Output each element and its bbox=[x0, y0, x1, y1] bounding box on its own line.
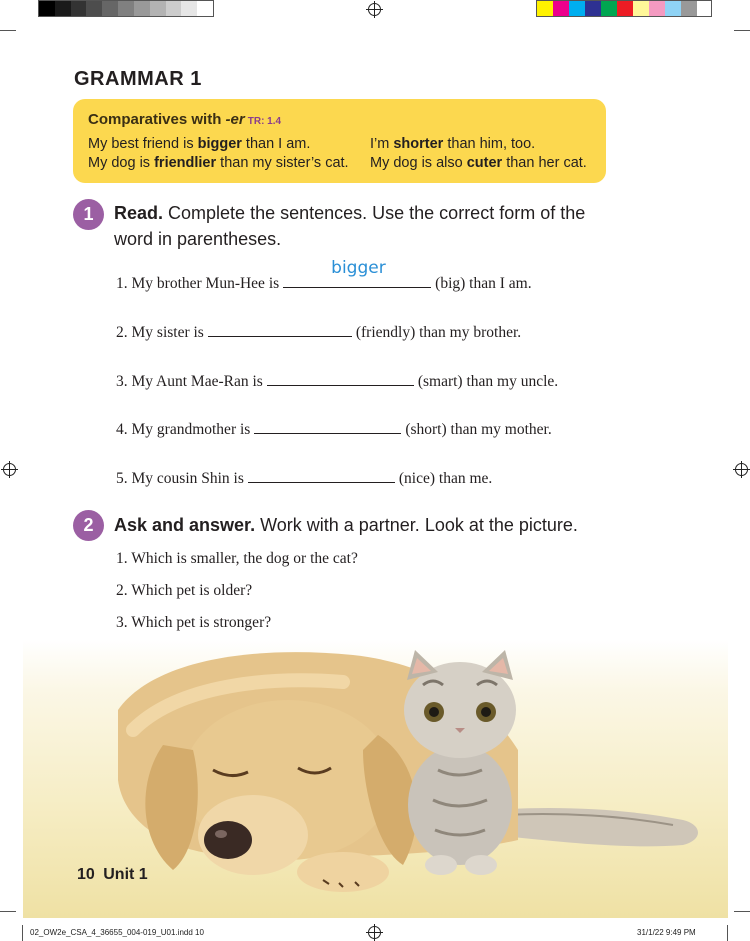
crop-mark bbox=[734, 911, 750, 912]
color-swatch bbox=[86, 1, 102, 16]
color-swatch bbox=[649, 1, 665, 16]
color-swatch bbox=[197, 1, 213, 16]
color-swatch bbox=[601, 1, 617, 16]
print-slug-date: 31/1/22 9:49 PM bbox=[637, 928, 696, 937]
grammar-example: I’m shorter than him, too. bbox=[370, 136, 536, 152]
grayscale-color-bar bbox=[38, 0, 214, 17]
activity-number-badge: 2 bbox=[73, 510, 104, 541]
answer-blank[interactable] bbox=[248, 468, 395, 483]
page-number: 10 bbox=[77, 866, 95, 883]
activity-2-instructions: Ask and answer. Work with a partner. Look at the picture. bbox=[114, 515, 578, 535]
process-color-bar bbox=[536, 0, 712, 17]
question-item: 2. Which pet is older? bbox=[116, 582, 253, 599]
activity-number-badge: 1 bbox=[73, 199, 104, 230]
grammar-example: My dog is friendlier than my sister’s cat. bbox=[88, 155, 349, 171]
print-slug-file: 02_OW2e_CSA_4_36655_004-019_U01.indd 10 bbox=[30, 928, 204, 937]
exercise-item: 1. My brother Mun-Hee is bigger (big) than I am. bbox=[116, 258, 532, 292]
exercise-item: 3. My Aunt Mae-Ran is (smart) than my uncle. bbox=[116, 373, 559, 390]
audio-track-label: TR: 1.4 bbox=[247, 116, 282, 127]
answer-blank[interactable] bbox=[208, 322, 352, 337]
registration-mark-bottom bbox=[368, 926, 381, 939]
color-swatch bbox=[39, 1, 55, 16]
color-swatch bbox=[55, 1, 71, 16]
section-title: GRAMMAR 1 bbox=[74, 68, 202, 90]
exercise-item: 2. My sister is (friendly) than my brother. bbox=[116, 324, 522, 341]
registration-mark-right bbox=[735, 463, 748, 476]
answer-blank[interactable] bbox=[254, 419, 401, 434]
color-swatch bbox=[617, 1, 633, 16]
answer-blank[interactable] bbox=[267, 371, 414, 386]
handwritten-answer: bigger bbox=[331, 258, 386, 278]
crop-mark bbox=[0, 30, 16, 31]
activity-1-instructions: Read. Complete the sentences. Use the correct form of the word in parentheses. bbox=[114, 203, 586, 249]
crop-mark bbox=[727, 925, 728, 941]
color-swatch bbox=[633, 1, 649, 16]
answer-blank[interactable] bbox=[283, 258, 431, 288]
color-swatch bbox=[134, 1, 150, 16]
question-item: 1. Which is smaller, the dog or the cat? bbox=[116, 550, 358, 567]
color-swatch bbox=[665, 1, 681, 16]
color-swatch bbox=[166, 1, 182, 16]
color-swatch bbox=[569, 1, 585, 16]
registration-mark-top bbox=[368, 3, 381, 16]
crop-mark bbox=[734, 30, 750, 31]
color-swatch bbox=[537, 1, 553, 16]
color-swatch bbox=[585, 1, 601, 16]
color-swatch bbox=[150, 1, 166, 16]
exercise-item: 4. My grandmother is (short) than my mother. bbox=[116, 421, 552, 438]
color-swatch bbox=[118, 1, 134, 16]
grammar-box-title: Comparatives with -er TR: 1.4 bbox=[88, 111, 282, 128]
color-swatch bbox=[681, 1, 697, 16]
color-swatch bbox=[553, 1, 569, 16]
registration-mark-left bbox=[3, 463, 16, 476]
crop-mark bbox=[0, 911, 16, 912]
color-swatch bbox=[102, 1, 118, 16]
grammar-example: My dog is also cuter than her cat. bbox=[370, 155, 587, 171]
exercise-item: 5. My cousin Shin is (nice) than me. bbox=[116, 470, 493, 487]
page-footer bbox=[77, 866, 148, 884]
color-swatch bbox=[181, 1, 197, 16]
question-item: 3. Which pet is stronger? bbox=[116, 614, 272, 631]
color-swatch bbox=[71, 1, 87, 16]
grammar-example: My best friend is bigger than I am. bbox=[88, 136, 311, 152]
crop-mark bbox=[22, 925, 23, 941]
unit-label: Unit 1 bbox=[103, 866, 148, 883]
